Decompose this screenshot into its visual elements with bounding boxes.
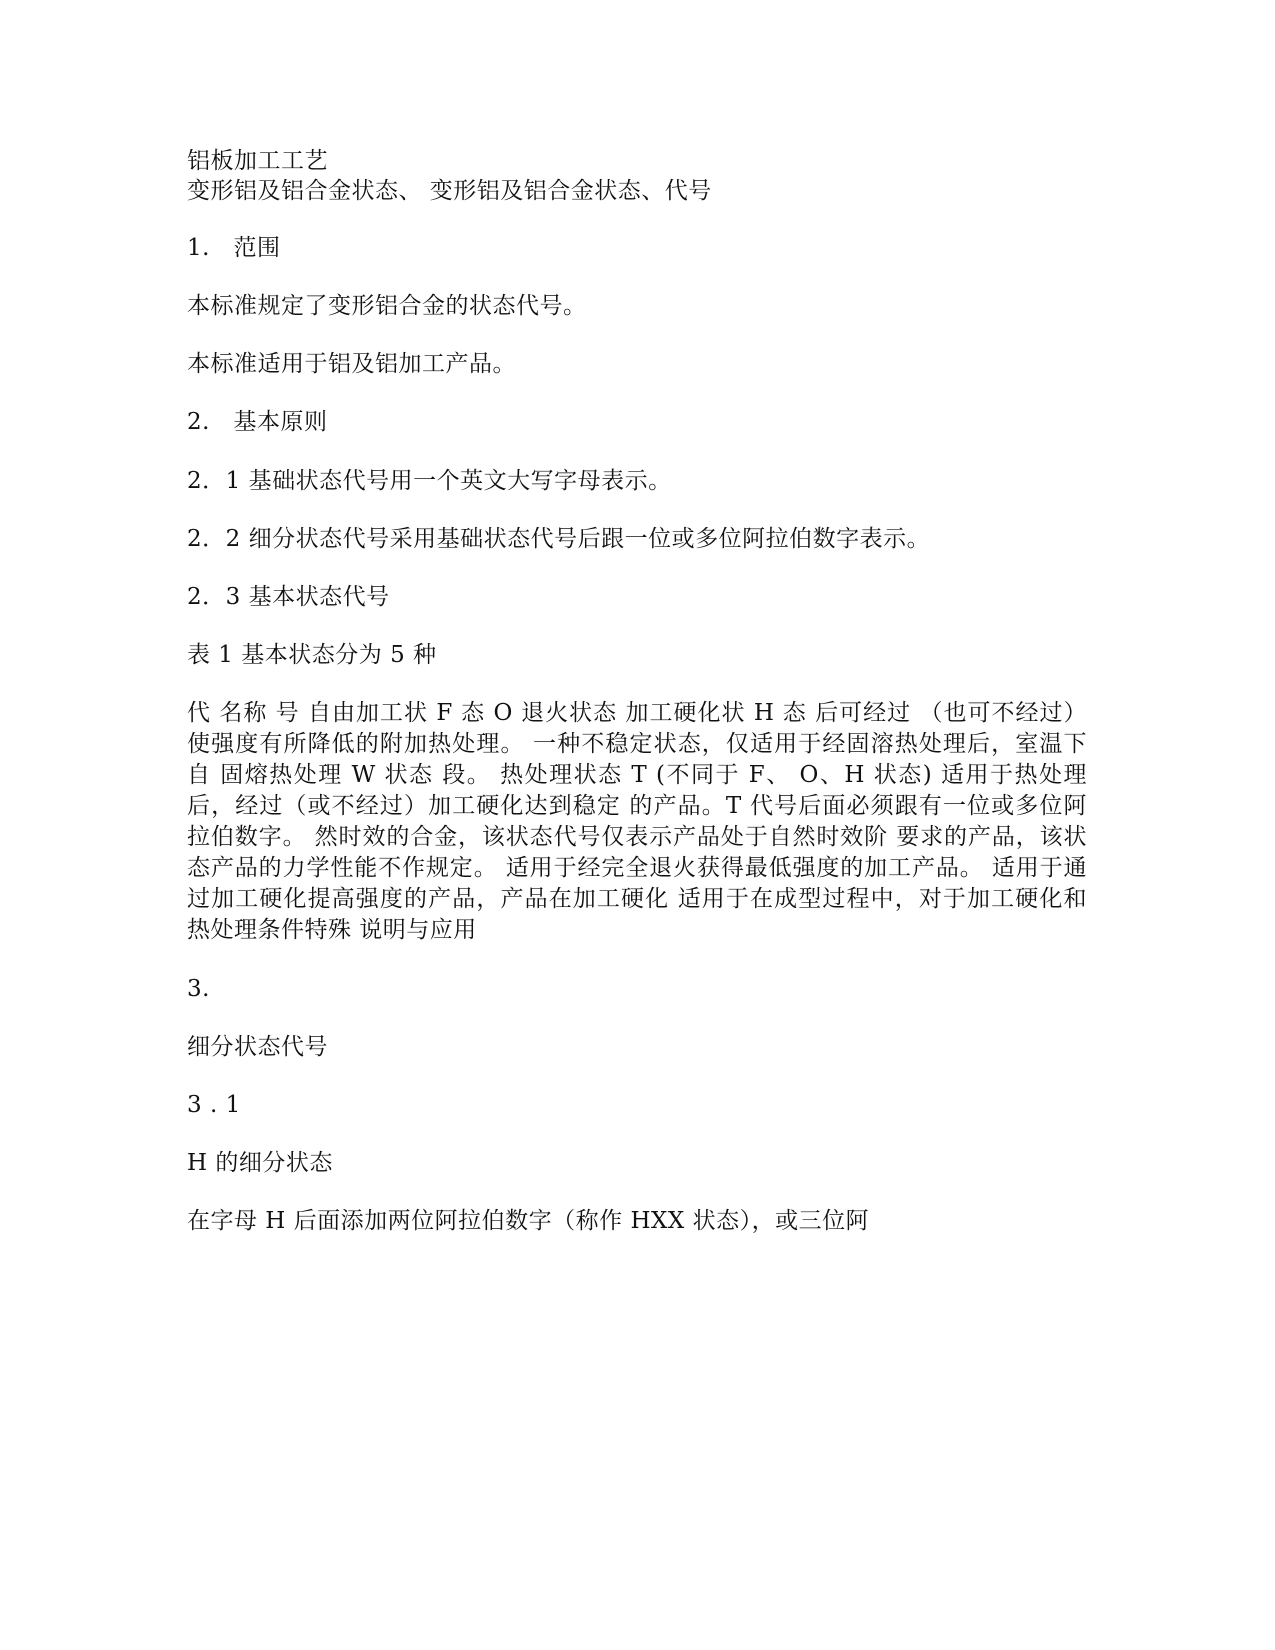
section-1-paragraph-2: 本标准适用于铝及铝加工产品。 — [187, 351, 516, 377]
section-2-2-text: 2．2 细分状态代号采用基础状态代号后跟一位或多位阿拉伯数字表示。 — [187, 526, 931, 552]
section-3-1-number: 3 . 1 — [187, 1092, 241, 1118]
table-1-flattened-text: 代 名称 号 自由加工状 F 态 O 退火状态 加工硬化状 H 态 后可经过 （也可不经过） 使强度有所降低的附加热处理。 一种不稳定状态，仅适用于经固溶热处理后，室温下自 固熔热处理 W 状态 段。 热处理状态 T (不同于 F、 O、H 状态) 适用于热处理后，经过（或不经过）加工硬化达到稳定 的产品。T 代号后面必须跟有一位或多位阿拉伯数字。 然时效的合金，该状态代号仅表示产品处于自然时效阶 要求的产品，该状态产品的力学性能不作规定。 适用于经完全退火获得最低强度的加工产品。 适用于通过加工硬化提高强度的产品，产品在加工硬化 适用于在成型过程中，对于加工硬化和热处理条件特殊 说明与应用 — [187, 700, 1087, 943]
section-3-number: 3. — [187, 976, 210, 1002]
section-3-1-heading: H 的细分状态 — [187, 1150, 333, 1176]
section-3-1-text: 在字母 H 后面添加两位阿拉伯数字（称作 HXX 状态），或三位阿 — [187, 1208, 870, 1234]
section-2-3-text: 2．3 基本状态代号 — [187, 584, 390, 610]
section-2-1-text: 2．1 基础状态代号用一个英文大写字母表示。 — [187, 468, 672, 494]
section-2-heading: 2. 基本原则 — [187, 409, 328, 435]
document-subtitle: 变形铝及铝合金状态、 变形铝及铝合金状态、代号 — [187, 178, 712, 204]
section-1-heading: 1. 范围 — [187, 235, 281, 261]
section-1-paragraph-1: 本标准规定了变形铝合金的状态代号。 — [187, 293, 587, 319]
section-3-heading: 细分状态代号 — [187, 1034, 328, 1060]
document-title: 铝板加工工艺 — [187, 148, 328, 174]
table-1-caption: 表 1 基本状态分为 5 种 — [187, 642, 437, 668]
